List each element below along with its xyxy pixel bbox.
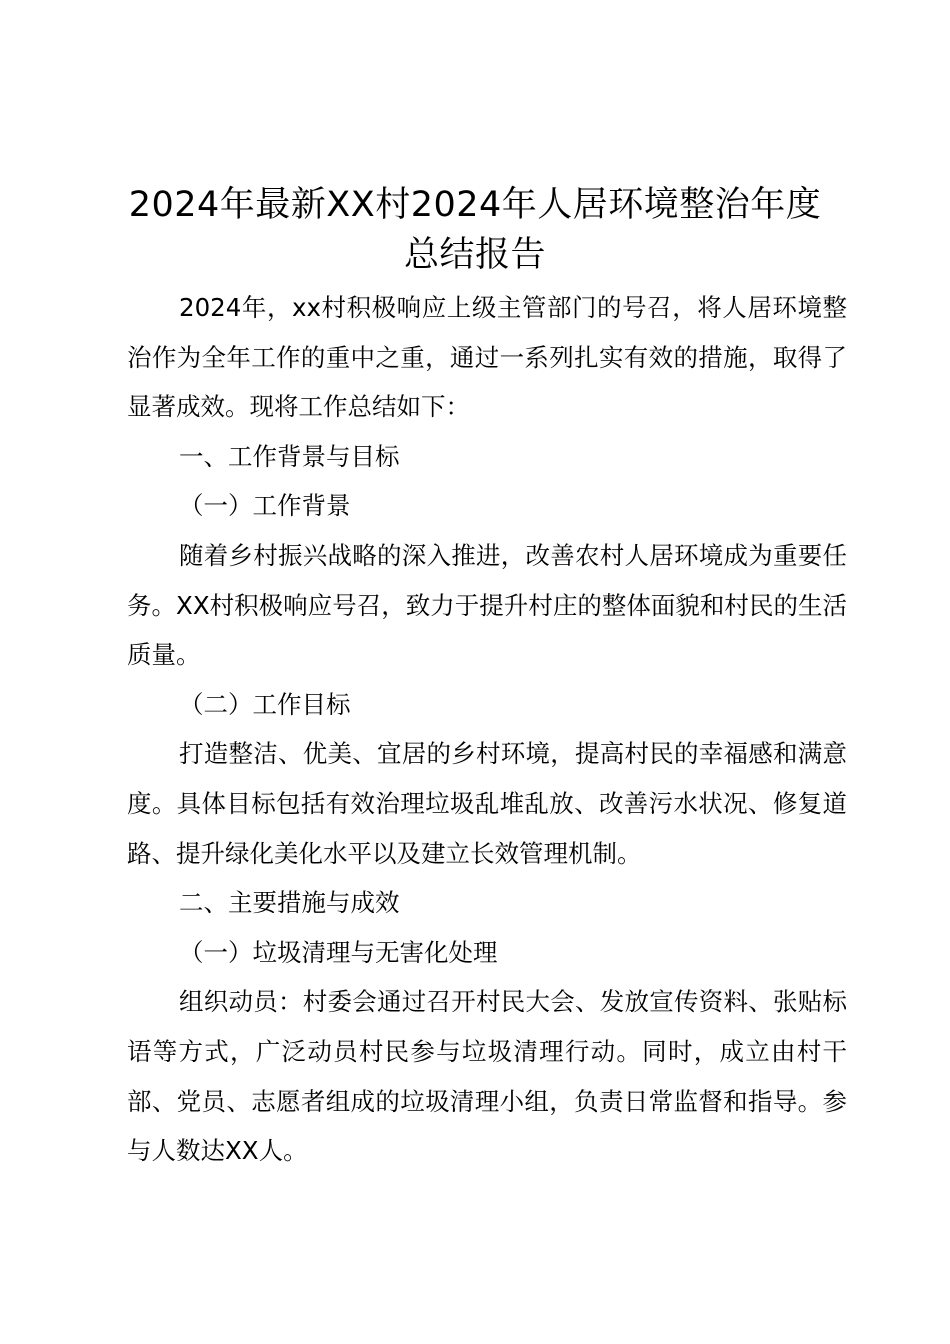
document-body: [127, 283, 847, 1176]
background-paragraph: 随着乡村振兴战略的深入推进，改善农村人居环境成为重要任务。XX村积极响应号召，致力于提升村庄的整体面貌和村民的生活质量。: [127, 540, 847, 670]
subsection-heading-1-1: （一）工作背景: [179, 491, 351, 521]
subsection-heading-2-1: （一）垃圾清理与无害化处理: [179, 937, 498, 967]
goals-paragraph: 打造整洁、优美、宜居的乡村环境，提高村民的幸福感和满意度。具体目标包括有效治理垃圾乱堆乱放、改善污水状况、修复道路、提升绿化美化水平以及建立长效管理机制。: [127, 739, 847, 868]
subsection-heading-1-2: （二）工作目标: [179, 689, 351, 719]
mobilization-paragraph: 组织动员：村委会通过召开村民大会、发放宣传资料、张贴标语等方式，广泛动员村民参与垃圾清理行动。同时，成立由村干部、党员、志愿者组成的垃圾清理小组，负责日常监督和指导。参与人数达XX人。: [127, 987, 847, 1166]
intro-paragraph: 2024年，xx村积极响应上级主管部门的号召，将人居环境整治作为全年工作的重中之重，通过一系列扎实有效的措施，取得了显著成效。现将工作总结如下：: [127, 293, 847, 422]
document-title: 2024年最新XX村2024年人居环境整治年度总结报告: [128, 185, 822, 275]
section-heading-2: 二、主要措施与成效: [179, 888, 400, 918]
section-heading-1: 一、工作背景与目标: [179, 441, 400, 471]
